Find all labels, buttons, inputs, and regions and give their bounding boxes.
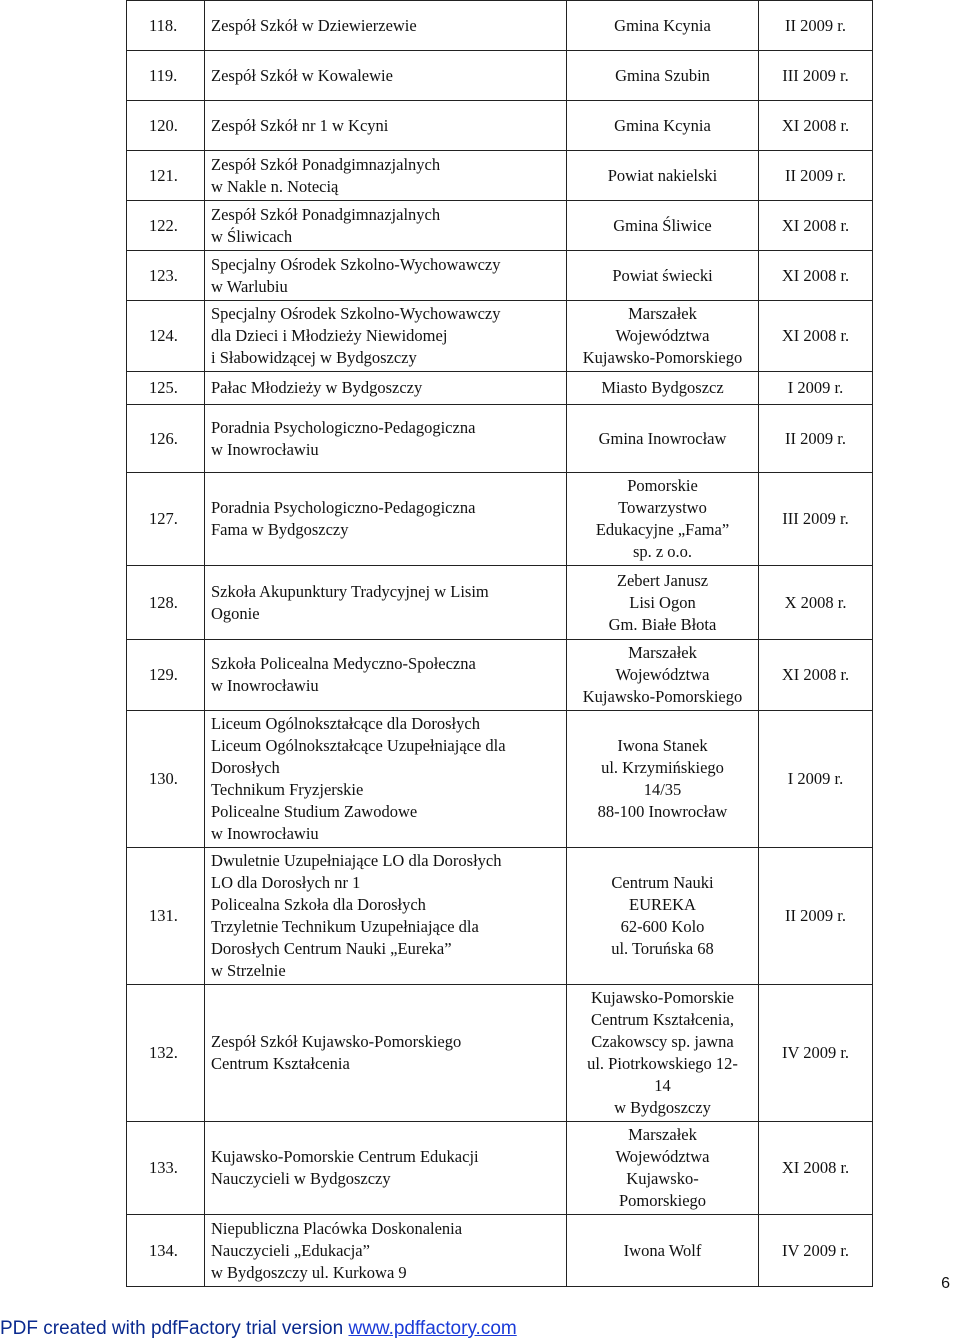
footer-link[interactable]: www.pdffactory.com	[348, 1318, 517, 1339]
entry-date: III 2009 r.	[759, 473, 873, 566]
governing-body	[567, 301, 759, 372]
governing-body	[567, 848, 759, 985]
institution-name	[205, 1, 567, 51]
governing-body	[567, 151, 759, 201]
table-row	[127, 1, 873, 51]
table-row	[127, 101, 873, 151]
governing-body	[567, 473, 759, 566]
institution-name	[205, 1215, 567, 1287]
institution-name-line: Specjalny Ośrodek Szkolno-Wychowawczy	[211, 254, 501, 274]
page-number: 6	[941, 1275, 950, 1292]
governing-body-line: Czakowscy sp. jawna	[591, 1032, 734, 1051]
row-number: 122.	[127, 201, 205, 251]
entry-date: II 2009 r.	[759, 405, 873, 473]
institution-name-line: Nauczycieli „Edukacja”	[211, 1240, 370, 1260]
institution-name-line: Poradnia Psychologiczno-Pedagogiczna	[211, 417, 476, 437]
institution-name	[205, 473, 567, 566]
governing-body-line: 14/35	[643, 780, 682, 799]
entry-date: X 2008 r.	[759, 566, 873, 640]
entry-date: I 2009 r.	[759, 711, 873, 848]
governing-body-line: 62-600 Kolo	[620, 917, 705, 936]
entry-date: XI 2008 r.	[759, 640, 873, 711]
institution-name-line: w Inowrocławiu	[211, 676, 319, 695]
governing-body-line: Iwona Stanek	[617, 736, 708, 755]
entry-date: IV 2009 r.	[759, 1215, 873, 1287]
institution-name-line: Zespół Szkół Ponadgimnazjalnych	[211, 154, 441, 174]
institution-name-line: Poradnia Psychologiczno-Pedagogiczna	[211, 498, 476, 517]
institution-name	[205, 101, 567, 151]
governing-body	[567, 405, 759, 473]
institution-name-line: Fama w Bydgoszczy	[211, 520, 349, 539]
institution-name-line: Zespół Szkół Kujawsko-Pomorskiego	[211, 1032, 462, 1051]
row-number: 127.	[127, 473, 205, 566]
governing-body-line: Gm. Białe Błota	[608, 614, 717, 634]
table-body	[127, 1, 873, 1287]
governing-body-line: Pomorskiego	[618, 1191, 707, 1210]
row-number: 118.	[127, 1, 205, 51]
row-number: 131.	[127, 848, 205, 985]
institution-name-line: Technikum Fryzjerskie	[211, 780, 364, 799]
institution-name-line: Centrum Kształcenia	[211, 1054, 350, 1073]
row-number: 123.	[127, 251, 205, 301]
table-row	[127, 1122, 873, 1215]
institution-name	[205, 848, 567, 985]
institution-name	[205, 372, 567, 405]
entry-date: XI 2008 r.	[759, 301, 873, 372]
governing-body-line: sp. z o.o.	[632, 542, 693, 561]
governing-body-line: ul. Krzymińskiego	[601, 758, 724, 777]
institution-name-line: Nauczycieli w Bydgoszczy	[211, 1169, 391, 1188]
governing-body-line: Województwa	[615, 1147, 710, 1166]
institution-name	[205, 51, 567, 101]
institution-name	[205, 1122, 567, 1215]
governing-body-line: Kujawsko-Pomorskiego	[582, 348, 743, 367]
entry-date: III 2009 r.	[759, 51, 873, 101]
institution-name-line: Policealna Szkoła dla Dorosłych	[211, 895, 426, 914]
table-row	[127, 201, 873, 251]
governing-body-line: ul. Piotrkowskiego 12-	[587, 1054, 738, 1073]
table-row	[127, 372, 873, 405]
institution-name	[205, 711, 567, 848]
governing-body-line: Marszałek	[628, 643, 697, 662]
governing-body-line: Towarzystwo	[618, 498, 707, 517]
entry-date: XI 2008 r.	[759, 201, 873, 251]
institution-name-line: Specjalny Ośrodek Szkolno-Wychowawczy	[211, 304, 501, 323]
governing-body-line: Powiat świecki	[612, 265, 713, 285]
institution-name-line: Zespół Szkół nr 1 w Kcyni	[211, 115, 389, 135]
governing-body-line: Kujawsko-Pomorskiego	[582, 687, 743, 706]
institution-name-line: Liceum Ogólnokształcące dla Dorosłych	[211, 714, 480, 733]
institution-name	[205, 201, 567, 251]
institution-name	[205, 566, 567, 640]
governing-body-line: Iwona Wolf	[623, 1240, 702, 1260]
pdf-footer	[0, 1318, 517, 1340]
governing-body-line: Marszałek	[628, 304, 697, 323]
institution-name-line: w Nakle n. Notecią	[211, 176, 339, 196]
institution-name-line: Zespół Szkół Ponadgimnazjalnych	[211, 204, 441, 224]
institution-name-line: Dwuletnie Uzupełniające LO dla Dorosłych	[211, 851, 502, 870]
governing-body-line: Gmina Szubin	[615, 65, 710, 85]
institution-name-line: Dorosłych	[211, 758, 280, 777]
table-row	[127, 51, 873, 101]
institution-name-line: dla Dzieci i Młodzieży Niewidomej	[211, 326, 448, 345]
row-number: 133.	[127, 1122, 205, 1215]
governing-body	[567, 711, 759, 848]
institution-name-line: w Strzelnie	[211, 961, 286, 980]
table-row	[127, 301, 873, 372]
institution-name-line: Pałac Młodzieży w Bydgoszczy	[211, 378, 423, 397]
institution-name-line: Szkoła Akupunktury Tradycyjnej w Lisim	[211, 581, 489, 601]
table-row	[127, 151, 873, 201]
governing-body-line: w Bydgoszczy	[614, 1098, 711, 1117]
entry-date: XI 2008 r.	[759, 251, 873, 301]
entry-date: IV 2009 r.	[759, 985, 873, 1122]
governing-body-line: Marszałek	[628, 1125, 697, 1144]
institution-name-line: Policealne Studium Zawodowe	[211, 802, 418, 821]
governing-body-line: Centrum Kształcenia,	[591, 1010, 734, 1029]
governing-body-line: Gmina Kcynia	[614, 15, 711, 35]
table-row	[127, 848, 873, 985]
institution-name	[205, 301, 567, 372]
institution-name-line: Liceum Ogólnokształcące Uzupełniające dla	[211, 736, 506, 755]
row-number: 119.	[127, 51, 205, 101]
entry-date: II 2009 r.	[759, 151, 873, 201]
entry-date: XI 2008 r.	[759, 1122, 873, 1215]
governing-body	[567, 985, 759, 1122]
institution-name-line: w Śliwicach	[211, 226, 293, 246]
table-row	[127, 405, 873, 473]
institution-name-line: w Inowrocławiu	[211, 824, 319, 843]
institution-name	[205, 151, 567, 201]
governing-body	[567, 566, 759, 640]
governing-body-line: 14	[654, 1076, 671, 1095]
governing-body-line: 88-100 Inowrocław	[597, 802, 728, 821]
governing-body-line: ul. Toruńska 68	[611, 939, 714, 958]
institution-name	[205, 640, 567, 711]
institution-name-line: Dorosłych Centrum Nauki „Eureka”	[211, 939, 452, 958]
table-row	[127, 473, 873, 566]
table-row	[127, 566, 873, 640]
governing-body	[567, 1215, 759, 1287]
governing-body-line: Edukacyjne „Fama”	[595, 520, 730, 539]
governing-body-line: Gmina Kcynia	[614, 115, 711, 135]
governing-body	[567, 1122, 759, 1215]
governing-body	[567, 251, 759, 301]
table-row	[127, 1215, 873, 1287]
governing-body	[567, 101, 759, 151]
governing-body-line: Centrum Nauki	[611, 873, 714, 892]
entry-date: II 2009 r.	[759, 848, 873, 985]
row-number: 130.	[127, 711, 205, 848]
row-number: 126.	[127, 405, 205, 473]
institution-name-line: Szkoła Policealna Medyczno-Społeczna	[211, 654, 476, 673]
governing-body-line: Województwa	[615, 665, 710, 684]
footer-text: PDF created with pdfFactory trial version	[0, 1318, 349, 1339]
institution-name-line: Zespół Szkół w Dziewierzewie	[211, 15, 417, 35]
entry-date: XI 2008 r.	[759, 101, 873, 151]
governing-body	[567, 201, 759, 251]
institution-name-line: w Warlubiu	[211, 276, 288, 296]
entry-date: I 2009 r.	[759, 372, 873, 405]
governing-body-line: Lisi Ogon	[629, 592, 696, 612]
institution-name	[205, 985, 567, 1122]
institution-name-line: w Bydgoszczy ul. Kurkowa 9	[211, 1262, 407, 1282]
governing-body-line: Województwa	[615, 326, 710, 345]
governing-body-line: Kujawsko-Pomorskie	[591, 988, 734, 1007]
institution-name-line: Niepubliczna Placówka Doskonalenia	[211, 1218, 463, 1238]
governing-body-line: Pomorskie	[627, 476, 698, 495]
institution-name	[205, 251, 567, 301]
institution-name-line: Zespół Szkół w Kowalewie	[211, 65, 393, 85]
governing-body	[567, 51, 759, 101]
institution-name-line: i Słabowidzącej w Bydgoszczy	[211, 348, 417, 367]
governing-body-line: Powiat nakielski	[607, 165, 718, 185]
table-row	[127, 640, 873, 711]
row-number: 124.	[127, 301, 205, 372]
governing-body-line: Kujawsko-	[626, 1169, 699, 1188]
governing-body	[567, 1, 759, 51]
institution-name-line: Ogonie	[211, 603, 260, 623]
row-number: 132.	[127, 985, 205, 1122]
governing-body-line: Gmina Śliwice	[613, 215, 712, 235]
governing-body-line: Gmina Inowrocław	[598, 428, 727, 448]
institutions-table	[126, 0, 873, 1287]
row-number: 128.	[127, 566, 205, 640]
institution-name-line: Kujawsko-Pomorskie Centrum Edukacji	[211, 1147, 479, 1166]
entry-date: II 2009 r.	[759, 1, 873, 51]
table-row	[127, 711, 873, 848]
institution-name-line: LO dla Dorosłych nr 1	[211, 873, 361, 892]
governing-body	[567, 640, 759, 711]
institution-name-line: Trzyletnie Technikum Uzupełniające dla	[211, 917, 479, 936]
governing-body-line: Miasto Bydgoszcz	[601, 378, 724, 397]
governing-body-line: EUREKA	[629, 895, 696, 914]
institution-name-line: w Inowrocławiu	[211, 439, 319, 459]
institution-name	[205, 405, 567, 473]
governing-body-line: Zebert Janusz	[616, 570, 709, 590]
table-row	[127, 985, 873, 1122]
row-number: 134.	[127, 1215, 205, 1287]
governing-body	[567, 372, 759, 405]
table-row	[127, 251, 873, 301]
row-number: 120.	[127, 101, 205, 151]
row-number: 121.	[127, 151, 205, 201]
row-number: 129.	[127, 640, 205, 711]
row-number: 125.	[127, 372, 205, 405]
